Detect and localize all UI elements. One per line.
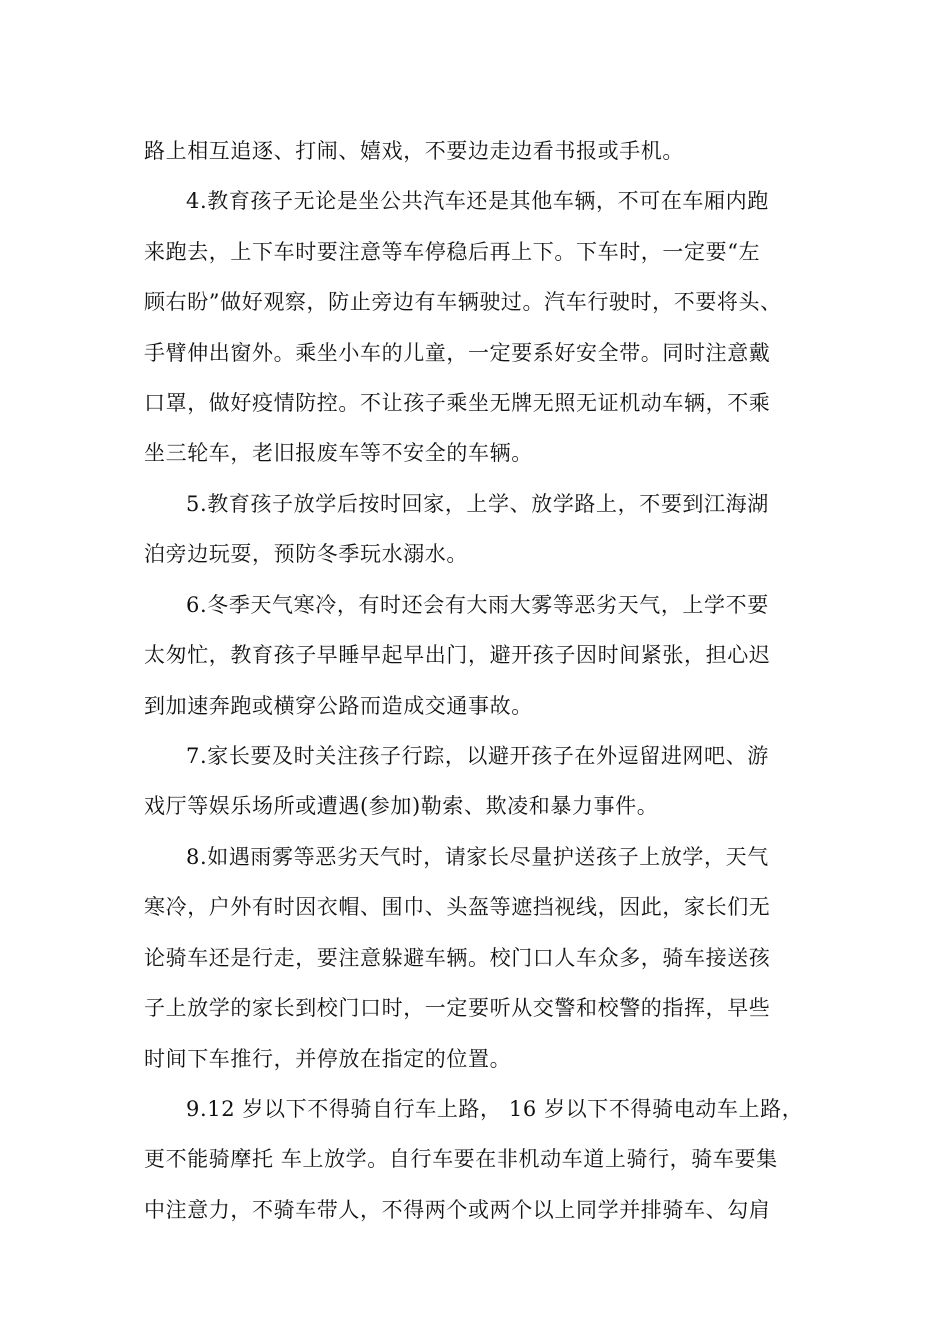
paragraph-5-start: 5.教育孩子放学后按时回家，上学、放学路上，不要到江海湖 [186, 492, 769, 516]
paragraph-6-start: 6.冬季天气寒冷，有时还会有大雨大雾等恶劣天气，上学不要 [186, 593, 769, 617]
text-line: 来跑去，上下车时要注意等车停稳后再上下。下车时，一定要“左 [144, 240, 761, 264]
text-line: 戏厅等娱乐场所或遭遇(参加)勒索、欺凌和暴力事件。 [144, 794, 659, 818]
text-line: 坐三轮车，老旧报废车等不安全的车辆。 [144, 441, 533, 465]
text-line: 口罩，做好疫情防控。不让孩子乘坐无牌无照无证机动车辆，不乘 [144, 391, 771, 415]
paragraph-4-start: 4.教育孩子无论是坐公共汽车还是其他车辆，不可在车厢内跑 [186, 189, 769, 213]
text-line: 泊旁边玩耍，预防冬季玩水溺水。 [144, 542, 468, 566]
text-line: 顾右盼”做好观察，防止旁边有车辆驶过。汽车行驶时，不要将头、 [144, 290, 782, 314]
text-line: 时间下车推行，并停放在指定的位置。 [144, 1047, 512, 1071]
text-line: 子上放学的家长到校门口时，一定要听从交警和校警的指挥，早些 [144, 996, 771, 1020]
text-line: 太匆忙，教育孩子早睡早起早出门，避开孩子因时间紧张，担心迟 [144, 643, 771, 667]
text-line: 手臂伸出窗外。乘坐小车的儿童，一定要系好安全带。同时注意戴 [144, 341, 771, 365]
paragraph-9-start: 9.12 岁以下不得骑自行车上路， 16 岁以下不得骑电动车上路， [186, 1097, 804, 1121]
text-line: 寒冷，户外有时因衣帽、围巾、头盔等遮挡视线，因此，家长们无 [144, 895, 771, 919]
text-line: 论骑车还是行走，要注意躲避车辆。校门口人车众多，骑车接送孩 [144, 946, 771, 970]
paragraph-7-start: 7.家长要及时关注孩子行踪，以避开孩子在外逗留进网吧、游 [186, 744, 769, 768]
text-line: 更不能骑摩托 车上放学。自行车要在非机动车道上骑行，骑车要集 [144, 1147, 778, 1171]
text-line: 中注意力，不骑车带人，不得两个或两个以上同学并排骑车、勾肩 [144, 1198, 771, 1222]
text-line: 到加速奔跑或横穿公路而造成交通事故。 [144, 694, 533, 718]
paragraph-8-start: 8.如遇雨雾等恶劣天气时，请家长尽量护送孩子上放学，天气 [186, 845, 769, 869]
text-line: 路上相互追逐、打闹、嬉戏，不要边走边看书报或手机。 [144, 139, 684, 163]
